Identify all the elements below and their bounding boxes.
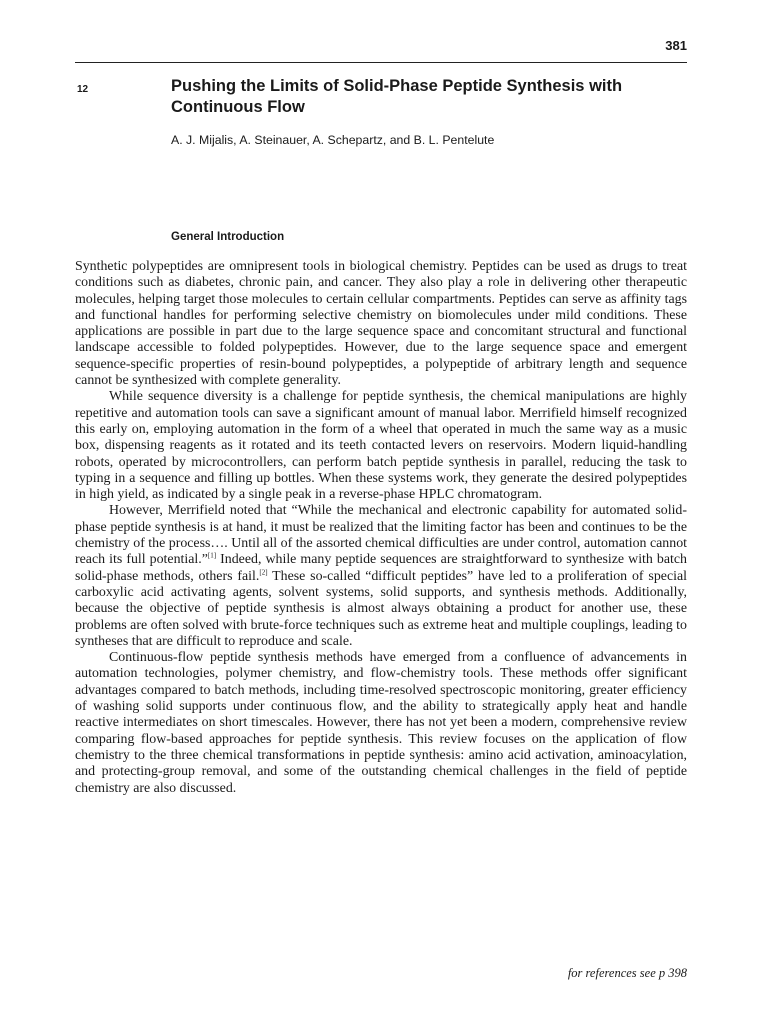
citation-2[interactable]: [2] [259,568,268,577]
paragraph-1: Synthetic polypeptides are omnipresent tools in biological chemistry. Peptides can be used as drugs to treat conditions such as diabetes, chronic pain, and cancer. They also play a role in delivering other therapeutic molecules, helping target those molecules to certain cellular compartments. Peptides can serve as affinity tags and functional handles for performing selective chemistry on biomolecules under mild conditions. These applications are possible in part due to the large sequence space and concomitant structural and functional landscape accessible to folded polypeptides. However, due to the large sequence space and emergent sequence-specific properties of resin-bound polypeptides, a polypeptide of arbitrary length and sequence cannot be synthesized with complete generality. [75,259,687,389]
chapter-authors: A. J. Mijalis, A. Steinauer, A. Schepartz, and B. L. Pentelute [171,133,495,147]
chapter-number: 12 [77,84,89,95]
paragraph-3-text-c: These so-called “difficult peptides” have led to a proliferation of special carboxylic acid activating agents, solvent systems, solid supports, and synthesis methods. Additionally, because the objective of peptide synthesis is almost always obtaining a product for another use, these problems are often solved with brute-force techniques such as extreme heat and multiple couplings, leading to syntheses that are difficult to reproduce and scale. [75,568,687,649]
paragraph-3 [75,503,687,650]
references-note: for references see p 398 [567,966,687,980]
section-heading: General Introduction [171,231,285,243]
citation-1[interactable]: [1] [207,551,217,560]
paragraph-3-text-b: Indeed, while many peptide sequences are straightforward to synthesize with batch solid-phase methods, others fail. [75,552,687,584]
page-number: 381 [665,38,687,53]
paragraph-2: While sequence diversity is a challenge for peptide synthesis, the chemical manipulations are highly repetitive and automation tools can save a significant amount of manual labor. Merrifield himself recognized this early on, employing automation in the form of a wheel that operated in much the same way as a music box, dispensing reagents as it rotated and its teeth contacted levers on reservoirs. Modern liquid-handling robots, operated by microcontrollers, can perform batch peptide synthesis in parallel, reducing the task to typing in a sequence and filling up bottles. When these systems work, they generate the desired polypeptides in high yield, as indicated by a single peak in a reverse-phase HPLC chromatogram. [75,389,687,503]
body-text [75,259,687,797]
paragraph-4: Continuous-flow peptide synthesis methods have emerged from a confluence of advancements in automation technologies, polymer chemistry, and flow-chemistry tools. These methods offer significant advantages compared to batch methods, including time-resolved spectroscopic monitoring, greater efficiency of washing solid supports under continuous flow, and the ability to strategically apply heat and handle reactive intermediates on short timescales. However, there has not yet been a modern, comprehensive review comparing flow-based approaches for peptide synthesis. This review focuses on the application of flow chemistry to the three chemical transformations in peptide synthesis: amino acid activation, aminoacylation, and protecting-group removal, and some of the outstanding chemical challenges in the field of peptide chemistry are also discussed. [75,650,687,796]
paragraph-3-text-a: However, Merrifield noted that “While the mechanical and electronic capability for automated solid-phase peptide synthesis is at hand, it must be realized that the limiting factor has been and continues to be the chemistry of the process…. Until all of the assorted chemical difficulties are under control, automation cannot reach its full potential.” [75,503,687,568]
header-rule [75,62,687,63]
chapter-title: Pushing the Limits of Solid-Phase Peptide Synthesis with Continuous Flow [171,77,623,116]
